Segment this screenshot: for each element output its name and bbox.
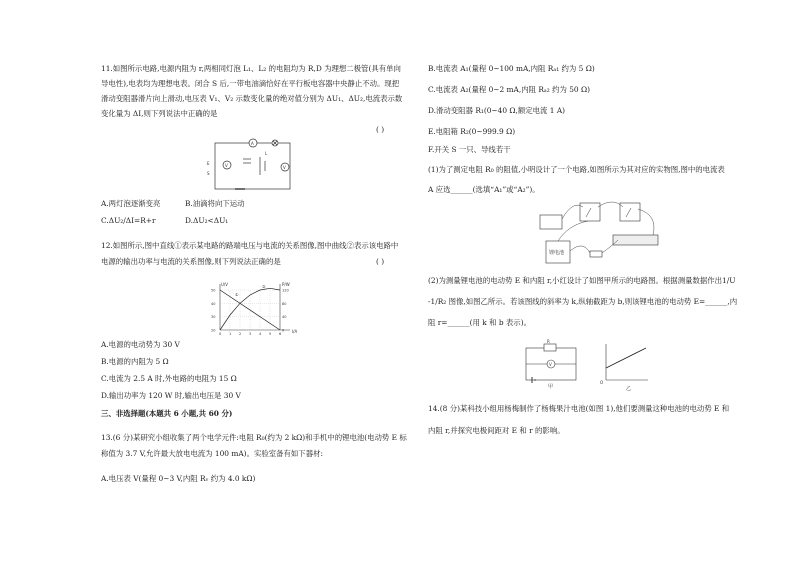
q12-answer-bracket: ( ) [376, 257, 385, 266]
x-axis-label: I/A [292, 329, 298, 334]
apparatus-photo [528, 195, 668, 267]
resistor-r2 [544, 344, 556, 351]
q13-line-1: 13.(6 分)某研究小组收集了两个电学元件:电阻 R₀(约为 2 kΩ)和手机中的锂电池(电动势 E 标 [101, 433, 407, 442]
x-tick-label: 3 [249, 332, 252, 336]
q11-option-c: C.ΔU₂/ΔI=R+r [101, 216, 156, 225]
part2-line-1: (2)为测量锂电池的电动势 E 和内阻 r,小红设计了如图甲所示的电路图。根据测量数据作出1/U [428, 276, 736, 285]
q11-option-a: A.两灯泡逐渐变亮 [101, 199, 161, 208]
q12-line-1: 12.如图所示,图中直线①表示某电路的路端电压与电流的关系图像,图中曲线②表示该电路中 [101, 241, 399, 250]
equip-item-c: C.电流表 A₂(量程 0~2 mA,内阻 Rₐ₂ 约为 50 Ω) [428, 85, 590, 94]
q11-option-d: D.ΔU₂<ΔU₁ [185, 216, 229, 225]
svg-text:S: S [207, 171, 210, 176]
y-right-tick-label: 120 [282, 288, 289, 293]
yi-line [606, 348, 646, 368]
switch [590, 251, 602, 257]
series-2-label: ② [262, 284, 266, 289]
part2-line-2: -1/R₂ 图像,如图乙所示。若该图线的斜率为 k,纵轴截距为 b,则该锂电池的电动势 E=______,内 [428, 297, 738, 306]
q11-line-1: 11.如图所示电路,电源内阻为 r,两相同灯泡 L₁、L₂ 的电阻均为 R,D 为理想二极管(具有单向 [101, 64, 401, 73]
y-left-tick-label: 30 [211, 315, 216, 320]
graph-yi [598, 340, 656, 392]
q12-option-a: A.电源的电动势为 30 V [101, 340, 180, 349]
equip-item-b: B.电流表 A₁(量程 0~100 mA,内阻 Rₐ₁ 约为 5 Ω) [428, 64, 595, 73]
svg-text:V: V [283, 165, 286, 170]
y-right-tick-label: 0 [282, 328, 285, 333]
svg-text:E: E [207, 161, 210, 166]
meter-2 [620, 203, 640, 221]
y-left-tick-label: 20 [211, 328, 216, 333]
x-tick-label: 1 [229, 332, 232, 336]
equip-item-e: E.电阻箱 R₂(0~999.9 Ω) [428, 127, 516, 136]
y-right-tick-label: 40 [282, 315, 287, 320]
rheostat [613, 235, 658, 245]
q14-line-1: 14.(8 分)某科技小组用杨梅制作了杨梅果汁电池(如图 1),他们要测量这种电池的电动势 E 和 [428, 404, 730, 413]
series-1-label: ① [235, 292, 239, 297]
q11-line-2: 导电性),电表均为理想电表。闭合 S 后,一带电油滴恰好在平行板电容器中央静止不动。现把 [101, 79, 400, 88]
part1-line-2: A 应选______(选填“A₁”或“A₂”)。 [428, 185, 540, 194]
x-tick-label: 0 [219, 332, 222, 336]
y-right-label: P/W [282, 282, 290, 287]
section-3-heading: 三、非选择题(本题共 6 小题,共 60 分) [101, 409, 233, 418]
q13-line-2: 称值为 3.7 V,允许最大放电电流为 100 mA)。实验室备有如下器材: [101, 449, 323, 458]
y-left-tick-label: 50 [211, 288, 216, 293]
label-yi: 乙 [626, 386, 632, 392]
q11-line-3: 滑动变阻器滑片向上滑动,电压表 V₁、V₂ 示数变化量的绝对值分别为 ΔU₁、ΔU₂,电流表示数 [101, 94, 403, 103]
meter-1 [580, 203, 600, 221]
q12-ui-p-chart [195, 280, 310, 338]
resistor-box [540, 215, 562, 229]
y-right-tick-label: 80 [282, 301, 287, 306]
x-tick-label: 2 [239, 332, 242, 336]
svg-text:R: R [547, 339, 550, 344]
x-tick-label: 6 [279, 332, 282, 336]
svg-text:V: V [225, 163, 228, 168]
q11-line-4: 变化量为 ΔI,则下列说法中正确的是 [101, 109, 218, 118]
equip-item-f: F.开关 S 一只、导线若干 [428, 145, 511, 154]
q11-option-b: B.油滴将向下运动 [185, 199, 245, 208]
circuit-jia [520, 338, 582, 390]
battery-label: 锂电池 [549, 250, 565, 256]
q11-answer-bracket: ( ) [376, 125, 385, 134]
svg-text:A: A [251, 141, 254, 146]
svg-text:O: O [600, 380, 604, 385]
x-tick-label: 4 [259, 332, 262, 336]
q12-option-d: D.输出功率为 120 W 时,输出电压是 30 V [101, 391, 241, 400]
q13-item-a: A.电压表 V(量程 0~3 V,内阻 Rᵥ 约为 4.0 kΩ) [101, 474, 256, 483]
part2-line-3: 阻 r=______(用 k 和 b 表示)。 [428, 318, 531, 327]
q12-option-c: C.电流为 2.5 A 时,外电路的电阻为 15 Ω [101, 374, 237, 383]
svg-text:V: V [549, 362, 552, 367]
x-tick-label: 5 [269, 332, 272, 336]
equip-item-d: D.滑动变阻器 R₁(0~40 Ω,额定电流 1 A) [428, 106, 566, 115]
q12-option-b: B.电源的内阻为 5 Ω [101, 357, 169, 366]
q12-line-2: 电源的输出功率与电流的关系图像,则下列说法正确的是 [101, 257, 281, 266]
y-left-label: U/V [221, 282, 229, 287]
q11-circuit-diagram [205, 135, 300, 195]
q14-line-2: 内阻 r,并探究电极间距对 E 和 r 的影响。 [428, 426, 565, 435]
part1-line-1: (1)为了测定电阻 R₀ 的阻值,小明设计了一个电路,如图所示为其对应的实物图,图中的电流表 [428, 165, 725, 174]
y-left-tick-label: 40 [211, 301, 216, 306]
label-jia: 甲 [548, 384, 554, 390]
svg-text:L: L [265, 151, 268, 156]
